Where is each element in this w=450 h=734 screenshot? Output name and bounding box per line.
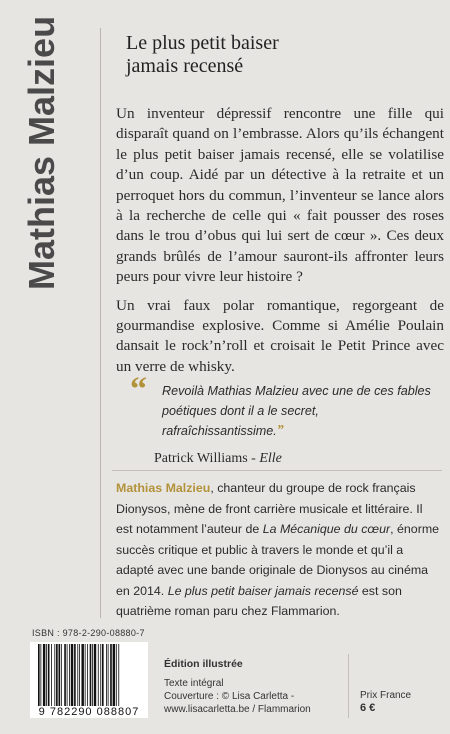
quote-body: Revoilà Mathias Malzieu avec une de ces fables poétiques dont il a le secret, rafraîchissantissime.: [162, 384, 431, 438]
close-quote-mark: ”: [276, 423, 284, 438]
barcode: [30, 642, 148, 718]
open-quote-mark: “: [130, 371, 147, 408]
edition-line-2: Couverture : © Lisa Carletta -: [164, 691, 295, 702]
horizontal-divider: [112, 470, 442, 471]
edition-line-1: Texte intégral: [164, 678, 224, 689]
edition-title: Édition illustrée: [164, 658, 243, 670]
bio-text-1: , chanteur du groupe de rock français Dionysos, mène de front carrière musicale et littéraire. Il est notamment l’auteur de: [116, 481, 423, 536]
isbn: ISBN : 978-2-290-08880-7: [32, 628, 145, 638]
quote-source: Elle: [259, 451, 282, 466]
price-value: 6 €: [360, 702, 376, 714]
barcode-bars: [38, 644, 146, 706]
title-line-1: Le plus petit baiser: [126, 32, 279, 54]
bio-author-name: Mathias Malzieu: [116, 481, 211, 495]
price-label: Prix France: [360, 690, 412, 701]
barcode-digits: 9 782290 088807: [38, 706, 140, 718]
press-quote: [130, 371, 440, 469]
summary: [116, 104, 444, 385]
quote-author: Patrick Williams -: [154, 451, 260, 466]
bio-book-1: La Mécanique du cœur: [262, 522, 391, 536]
price-info: [360, 690, 411, 714]
quote-attribution: [154, 449, 440, 469]
vertical-divider: [100, 28, 101, 618]
price-divider: [348, 654, 349, 718]
summary-paragraph-1: Un inventeur dépressif rencontre une fille qui disparaît quand on l’embrasse. Alors qu’ils échangent le plus petit baiser jamais recensé, elle se volatilise d’un coup. Aidé par un détective à la retraite et un perroquet hors du commun, l’inventeur se lance alors à la recherche de celle qui « fait pousser des roses dans le trou d’obus qui lui sert de cœur ». Ces deux grands brûlés de l’amour sauront-ils affronter leurs peurs pour vivre leur histoire ?: [116, 105, 444, 286]
bio-text-2: , énorme succès critique et public à travers le monde et qu’il a adapté avec une bande originale de Dionysos au cinéma en 2014.: [116, 522, 440, 598]
bio-book-2: Le plus petit baiser jamais recensé: [167, 583, 359, 598]
edition-line-3: www.lisacarletta.be / Flammarion: [164, 704, 311, 715]
author-name-vertical: Mathias Malzieu: [21, 15, 62, 290]
bio-text-3: est son quatrième roman paru chez Flammarion.: [116, 583, 402, 618]
edition-info: [164, 658, 344, 716]
author-spine: [10, 0, 80, 300]
summary-paragraph-2: Un vrai faux polar romantique, regorgeant de gourmandise explosive. Comme si Amélie Poulain dansait le rock’n’roll et croisait le Petit Prince avec un verre de whisky.: [116, 296, 444, 375]
book-title: [126, 32, 426, 78]
title-line-2: jamais recensé: [126, 55, 244, 77]
author-bio: [116, 478, 442, 622]
quote-text: [162, 381, 440, 441]
